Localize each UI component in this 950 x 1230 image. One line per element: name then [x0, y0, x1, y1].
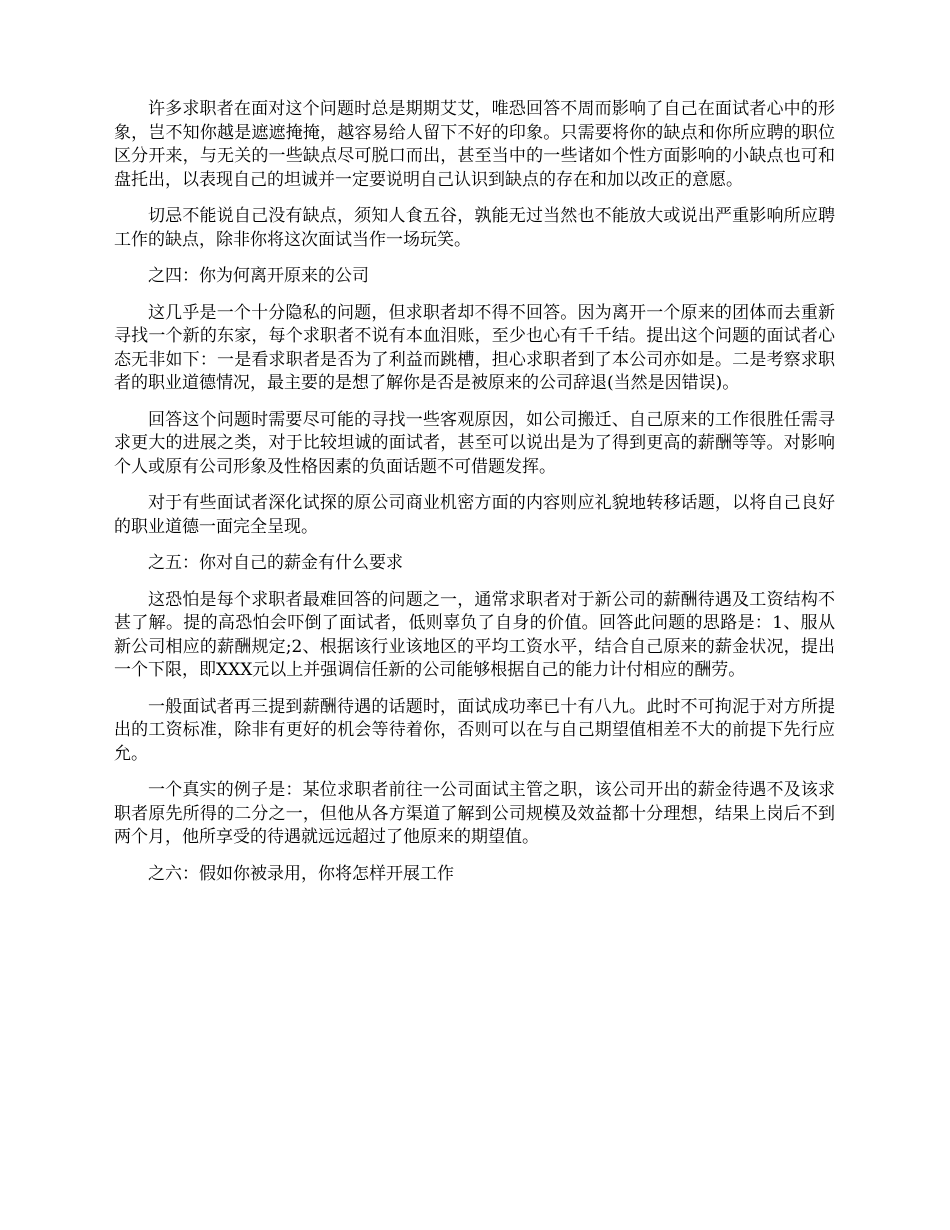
paragraph-6: 这恐怕是每个求职者最难回答的问题之一，通常求职者对于新公司的薪酬待遇及工资结构不甚了解。提的高恐怕会吓倒了面试者，低则辜负了自身的价值。回答此问题的思路是：1、服从新公司相应的薪酬规定;2、根据该行业该地区的平均工资水平，结合自己原来的薪金状况，提出一个下限，即XXX元以上并强调信任新的公司能够根据自己的能力计付相应的酬劳。	[114, 589, 835, 680]
section-heading-4: 之四：你为何离开原来的公司	[148, 266, 369, 286]
section-heading-6: 之六：假如你被录用，你将怎样开展工作	[148, 863, 454, 884]
paragraph-2: 切忌不能说自己没有缺点，须知人食五谷，孰能无过当然也不能放大或说出严重影响所应聘工作的缺点，除非你将这次面试当作一场玩笑。	[114, 206, 835, 250]
paragraph-8: 一个真实的例子是：某位求职者前往一公司面试主管之职，该公司开出的薪金待遇不及该求职者原先所得的二分之一，但他从各方渠道了解到公司规模及效益都十分理想，结果上岗后不到两个月，他所享受的待遇就远远超过了他原来的期望值。	[114, 780, 835, 847]
paragraph-7: 一般面试者再三提到薪酬待遇的话题时，面试成功率已十有八九。此时不可拘泥于对方所提出的工资标准，除非有更好的机会等待着你，否则可以在与自己期望值相差不大的前提下先行应允。	[114, 696, 835, 764]
document-body	[114, 98, 835, 886]
paragraph-4: 回答这个问题时需要尽可能的寻找一些客观原因，如公司搬迁、自己原来的工作很胜任需寻求更大的进展之类，对于比较坦诚的面试者，甚至可以说出是为了得到更高的薪酬等等。对影响个人或原有公司形象及性格因素的负面话题不可借题发挥。	[114, 409, 835, 477]
paragraph-5: 对于有些面试者深化试探的原公司商业机密方面的内容则应礼貌地转移话题，以将自己良好的职业道德一面完全呈现。	[114, 493, 835, 537]
paragraph-1: 许多求职者在面对这个问题时总是期期艾艾，唯恐回答不周而影响了自己在面试者心中的形象，岂不知你越是遮遮掩掩，越容易给人留下不好的印象。只需要将你的缺点和你所应聘的职位区分开来，与无关的一些缺点尽可脱口而出，甚至当中的一些诸如个性方面影响的小缺点也可和盘托出，以表现自己的坦诚并一定要说明自己认识到缺点的存在和加以改正的意愿。	[114, 99, 835, 190]
section-heading-5: 之五：你对自己的薪金有什么要求	[148, 553, 403, 573]
paragraph-3: 这几乎是一个十分隐私的问题，但求职者却不得不回答。因为离开一个原来的团体而去重新寻找一个新的东家，每个求职者不说有本血泪账，至少也心有千千结。提出这个问题的面试者心态无非如下：一是看求职者是否为了利益而跳槽，担心求职者到了本公司亦如是。二是考察求职者的职业道德情况，最主要的是想了解你是否是被原来的公司辞退(当然是因错误)。	[114, 302, 835, 393]
